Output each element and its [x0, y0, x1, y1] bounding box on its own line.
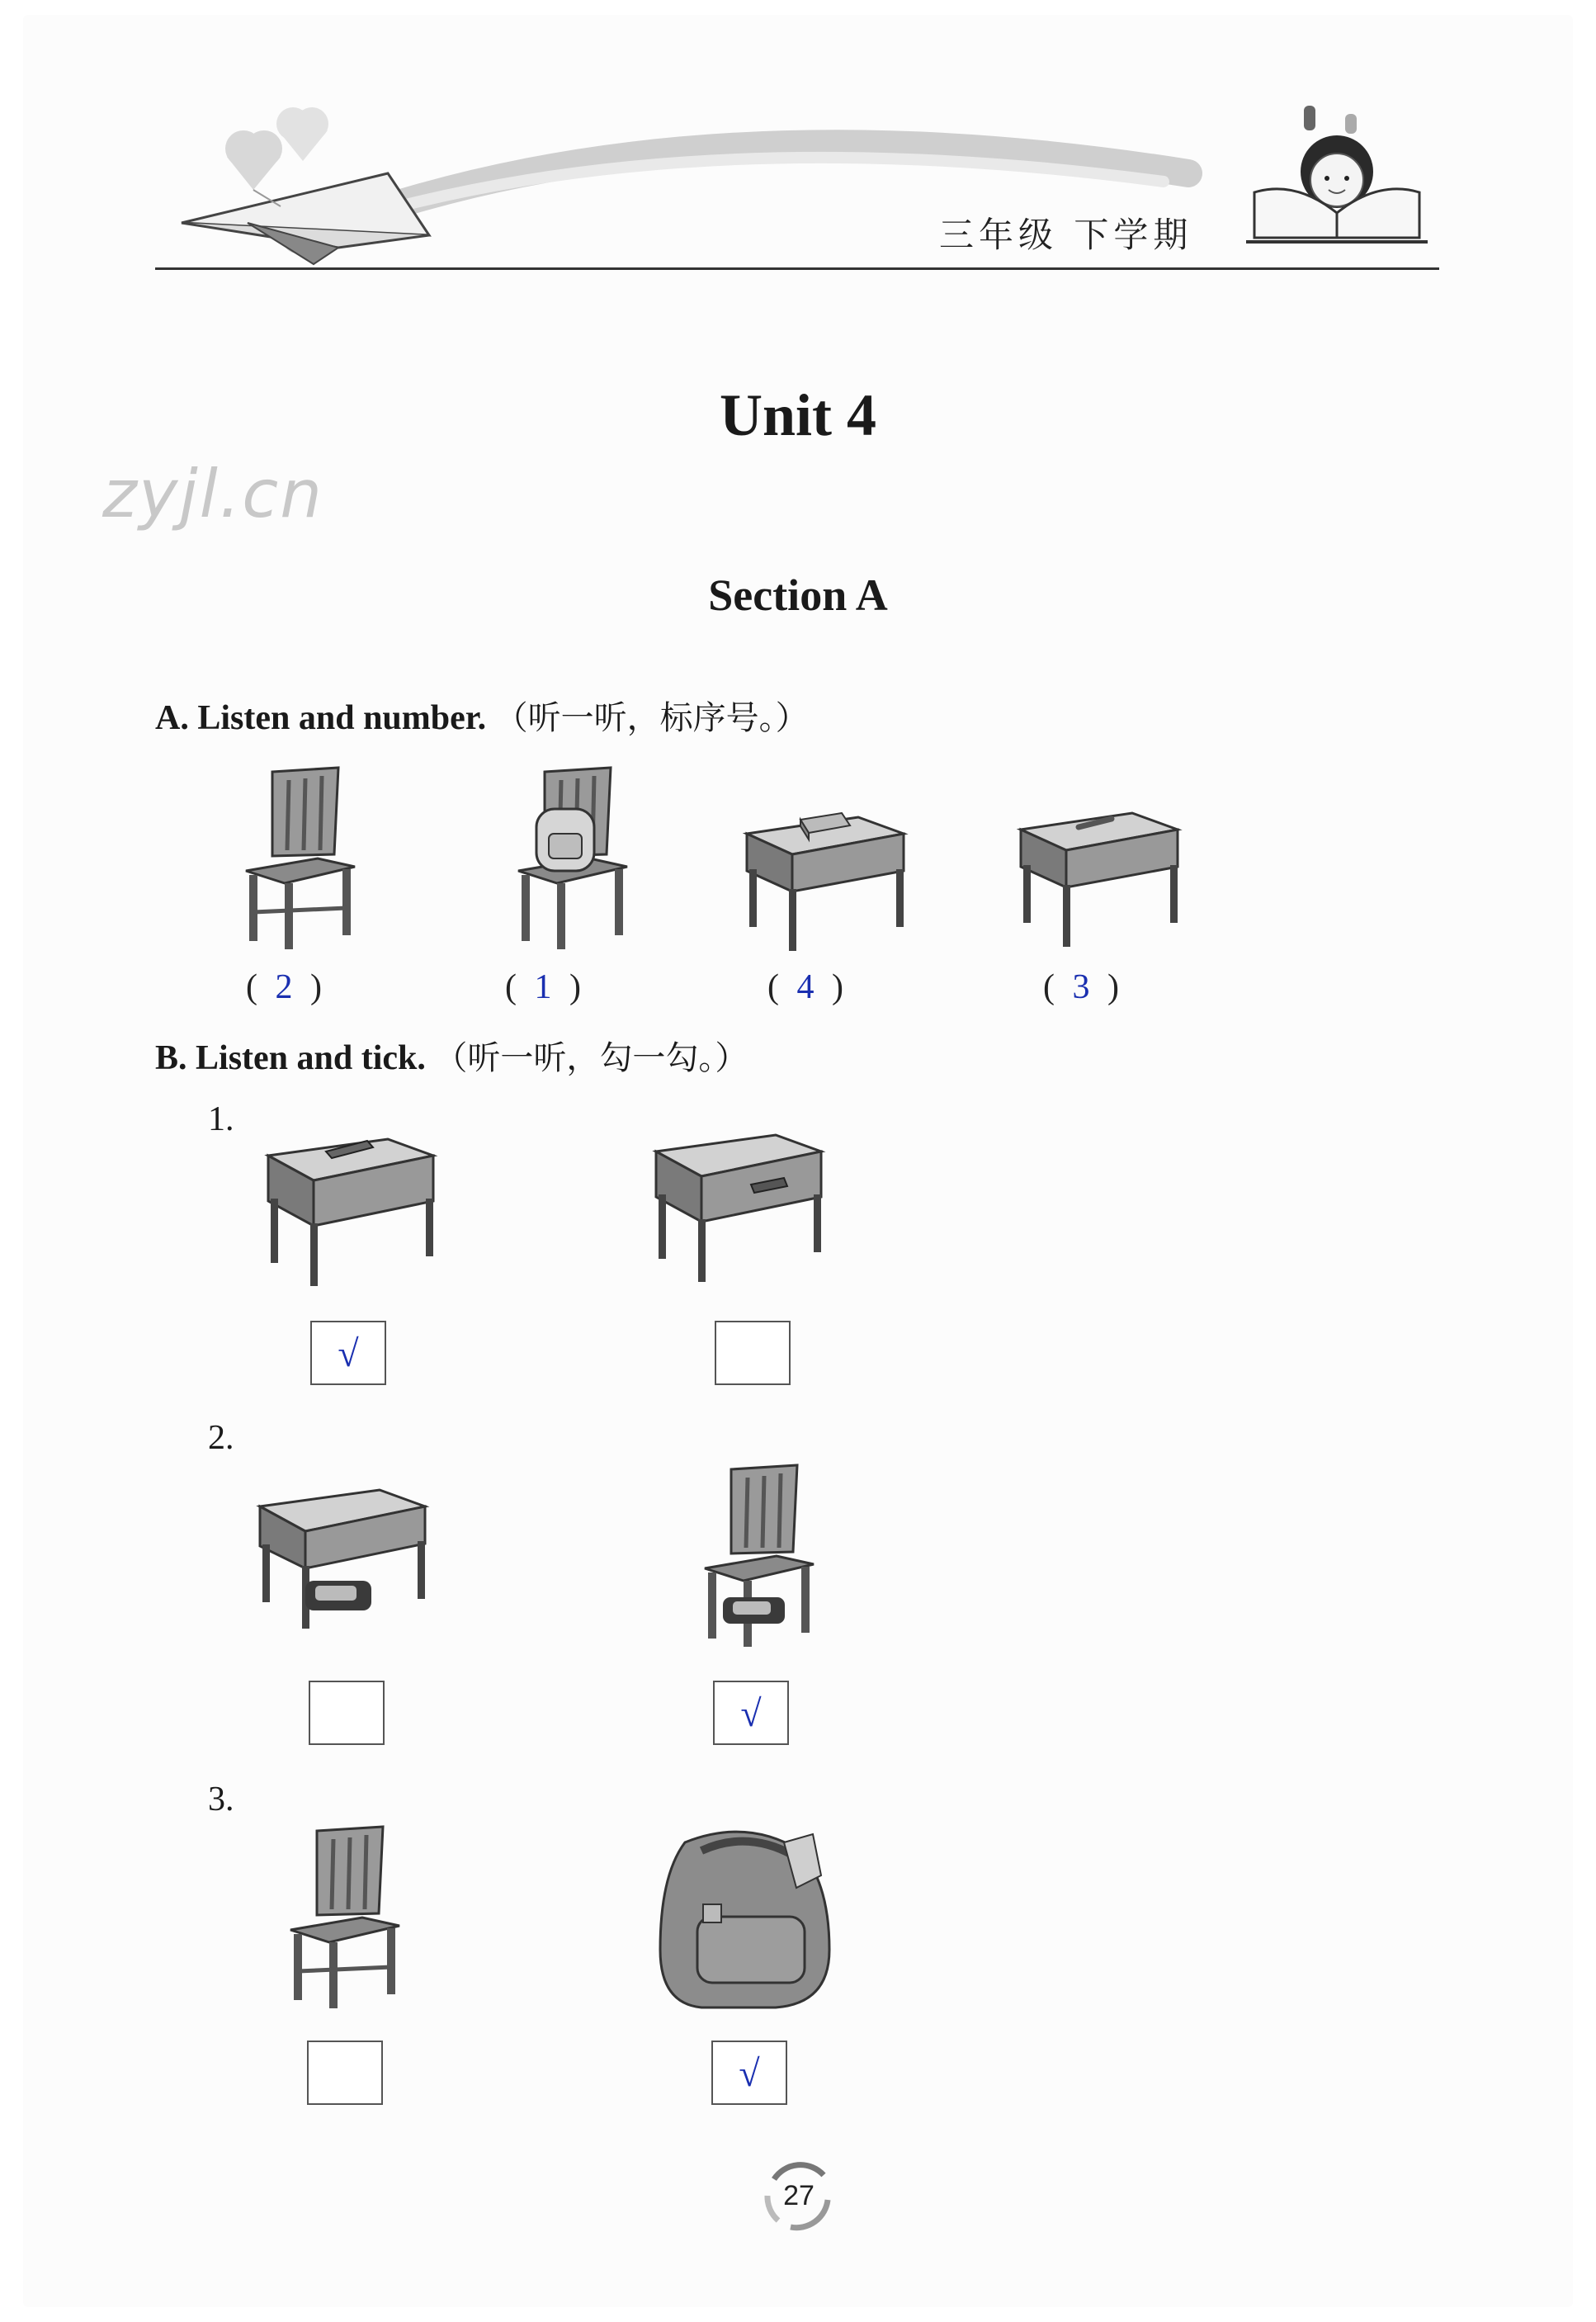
question-number-2: 2. — [208, 1419, 234, 1457]
page-number: 27 — [783, 2180, 815, 2211]
book-on-desk-icon — [743, 797, 908, 953]
question-number-1: 1. — [208, 1100, 234, 1138]
part-b-instruction-cn: （听一听，勾一勾。） — [434, 1039, 748, 1077]
answer-slot-3: ( 4 ) — [767, 968, 843, 1006]
tick-box-1-left[interactable]: √ — [310, 1321, 386, 1385]
unit-title: Unit 4 — [719, 382, 877, 448]
chair-icon — [284, 1823, 408, 2012]
girl-reading-icon — [1238, 97, 1436, 254]
answer-slot-2: ( 1 ) — [505, 968, 581, 1006]
grade-term-label: 三年级 下学期 — [939, 215, 1193, 255]
car-under-chair-icon — [698, 1461, 822, 1651]
part-b-heading — [155, 1032, 748, 1079]
part-a-instruction-cn: （听一听，标序号。） — [494, 699, 809, 737]
section-title: Section A — [708, 570, 888, 620]
part-a-instruction: Listen and number. — [197, 699, 487, 737]
answer-value-1: 2 — [275, 968, 293, 1006]
pencil-on-desk-icon — [1017, 792, 1182, 949]
chair-icon — [239, 764, 363, 953]
answer-value-2: 1 — [534, 968, 552, 1006]
bag-on-chair-icon — [512, 764, 635, 953]
tick-box-2-left[interactable] — [309, 1681, 385, 1745]
answer-value-3: 4 — [796, 968, 815, 1006]
watermark-text: zyjl.cn — [102, 456, 323, 532]
part-a-label: A. — [155, 699, 189, 737]
pencil-box-in-desk-icon — [652, 1118, 825, 1284]
tick-box-2-right[interactable]: √ — [713, 1681, 789, 1745]
part-a-heading — [155, 692, 809, 739]
pencil-box-on-desk-icon — [264, 1123, 437, 1288]
schoolbag-icon — [652, 1826, 842, 2016]
car-under-desk-icon — [256, 1473, 429, 1630]
part-b-instruction: Listen and tick. — [196, 1039, 426, 1077]
tick-box-3-right[interactable]: √ — [711, 2041, 787, 2105]
answer-value-4: 3 — [1072, 968, 1090, 1006]
question-number-3: 3. — [208, 1781, 234, 1818]
tick-box-3-left[interactable] — [307, 2041, 383, 2105]
answer-slot-4: ( 3 ) — [1043, 968, 1119, 1006]
header-divider — [155, 267, 1439, 270]
tick-box-1-right[interactable] — [715, 1321, 791, 1385]
answer-slot-1: ( 2 ) — [246, 968, 322, 1006]
part-b-label: B. — [155, 1039, 187, 1077]
page-number-badge — [758, 2154, 840, 2237]
